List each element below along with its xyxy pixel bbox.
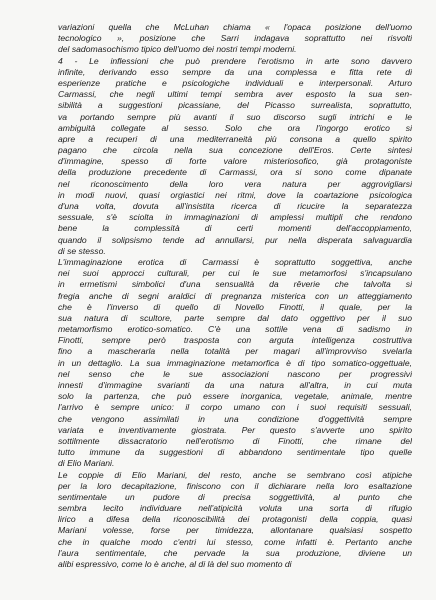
text-line: di se stesso. bbox=[58, 245, 106, 256]
text-line: Finotti, sempre però trasposta con arguta intelligenza costruttiva bbox=[58, 335, 412, 346]
text-line: apre a recuperi di una mediterraneità più consona a quello spirito bbox=[58, 133, 412, 144]
text-line: sottilmente dissacratorio nell'erotismo di Finotti, che rimane del bbox=[58, 435, 412, 446]
text-line: l'aura sentimentale, che pervade la sua produzione, diviene un bbox=[58, 547, 412, 558]
text-line: sembra lecito individuare nell'atipicità voluta una sorta di rifugio bbox=[58, 503, 412, 514]
text-line: quando il solipsismo tende ad annullarsi, pur nella disperata salvaguardia bbox=[58, 234, 412, 245]
text-line: in ermetismi simbolici d'una sensualità da rêverie che talvolta si bbox=[58, 279, 412, 290]
text-line: variata e inventivamente giostrata. Per questo s'avverte uno spirito bbox=[58, 424, 412, 435]
text-line: nei suoi approcci culturali, per cui le sue metamorfosi s'incapsulano bbox=[58, 268, 412, 279]
text-line: innesti d'immagine svarianti da una natura all'altra, in cui muta bbox=[58, 380, 412, 390]
text-line: ambiguità collegate al sesso. Solo che ora l'ingorgo erotico si bbox=[58, 122, 412, 133]
text-line: in un dettaglio. La sua immaginazione metamorfica è di tipo somatico-oggettuale, bbox=[58, 357, 412, 368]
text-line: per la loro decapitazione, finiscono con il dichiarare nella loro esaltazione bbox=[58, 480, 412, 491]
text-line: nel senso che le sue associazioni nascono per progressivi bbox=[58, 368, 412, 379]
text-line: in modi nuovi, quasi orgiastici nei ritmi, dove la coartazione psicologica bbox=[58, 189, 412, 200]
text-line: d'immagine, spesso di forte valore misteriosofico, già protagoniste bbox=[58, 156, 412, 167]
text-line: 4 - Le inflessioni che può prendere l'erotismo in arte sono davvero bbox=[58, 55, 412, 66]
text-line: che in qualche modo c'entri lui stesso, come infatti è. Pertanto anche bbox=[58, 536, 412, 547]
body-text bbox=[58, 22, 412, 570]
text-line: pagano che circola nella sua concezione dell'Eros. Certe sintesi bbox=[58, 145, 412, 156]
text-line: l'arrivo è sempre unico: il corpo umano con i suoi requisiti sessuali, bbox=[58, 402, 412, 413]
text-line: lirico a difesa della riconoscibilità dei protagonisti della coppia, quasi bbox=[58, 514, 412, 525]
text-line: Le coppie di Elio Mariani, del resto, anche se sembrano così atipiche bbox=[58, 469, 412, 480]
text-line: alibi espressivo, come lo è anche, al di là del suo momento di bbox=[58, 559, 292, 569]
text-line: fregia anche di segni araldici di pregnanza misterica con un atteggiamento bbox=[58, 290, 412, 301]
text-line: sua natura di scultore, parte sempre dal dato oggettivo per il suo bbox=[58, 312, 412, 323]
text-line: Carmassi, che negli ultimi tempi sembra aver esposto la sua sen- bbox=[58, 89, 412, 100]
text-line: d'una volta, dovuta all'insistita ricerca di ricucire la separatezza bbox=[58, 201, 412, 211]
text-line: fino a mascherarla nella totalità per magari all'improvviso svelarla bbox=[58, 346, 412, 357]
text-line: di Elio Mariani. bbox=[58, 458, 115, 469]
text-line: solo la partenza, che può essere inorganica, vegetale, animale, mentre bbox=[58, 391, 412, 402]
text-line: che è l'inverso di quello di Novello Finotti, il quale, per la bbox=[58, 301, 412, 312]
text-line: variazioni quella che McLuhan chiama « l'opaca posizione dell'uomo bbox=[58, 22, 412, 32]
text-line: tecnologico », posizione che Sarri indagava soprattutto nei risvolti bbox=[58, 33, 412, 44]
text-line: del sadomasochismo tipico dell'uomo dei nostri tempi moderni. bbox=[58, 44, 297, 55]
text-line: sibilità a suggestioni picassiane, del Picasso surrealista, soprattutto, bbox=[58, 100, 412, 111]
text-line: sessuale, s'è sciolta in immaginazioni di amplessi multipli che rendono bbox=[58, 212, 412, 223]
text-line: che vengono assimilati in una condizione d'oggettività sempre bbox=[58, 413, 412, 424]
text-line: della produzione precedente di Carmassi, ora si sono come dipanate bbox=[58, 167, 412, 178]
text-line: nel riconoscimento della loro vera natura per aggrovigliarsi bbox=[58, 178, 412, 189]
text-line: sentimentale un pudore di precisa soggettività, al punto che bbox=[58, 491, 412, 502]
text-line: bene la complessità di certi momenti dell'accoppiamento, bbox=[58, 223, 412, 234]
text-line: metamorfismo erotico-somatico. C'è una sottile vena di sadismo in bbox=[58, 324, 412, 335]
text-line: infinite, derivando esso sempre da una complessa e fitta rete di bbox=[58, 66, 412, 77]
text-line: va portando sempre più avanti il suo discorso sugli intrichi e le bbox=[58, 111, 412, 122]
text-line: Mariani volesse, forse per timidezza, allontanare qualsiasi sospetto bbox=[58, 525, 412, 536]
text-line: esperienze pratiche e psicologiche individuali e interpersonali. Arturo bbox=[58, 77, 412, 88]
text-line: L'immaginazione erotica di Carmassi è soprattutto soggettiva, anche bbox=[58, 256, 412, 267]
text-line: tutto immune da suggestioni di abbandono sentimentale tipo quelle bbox=[58, 447, 412, 458]
